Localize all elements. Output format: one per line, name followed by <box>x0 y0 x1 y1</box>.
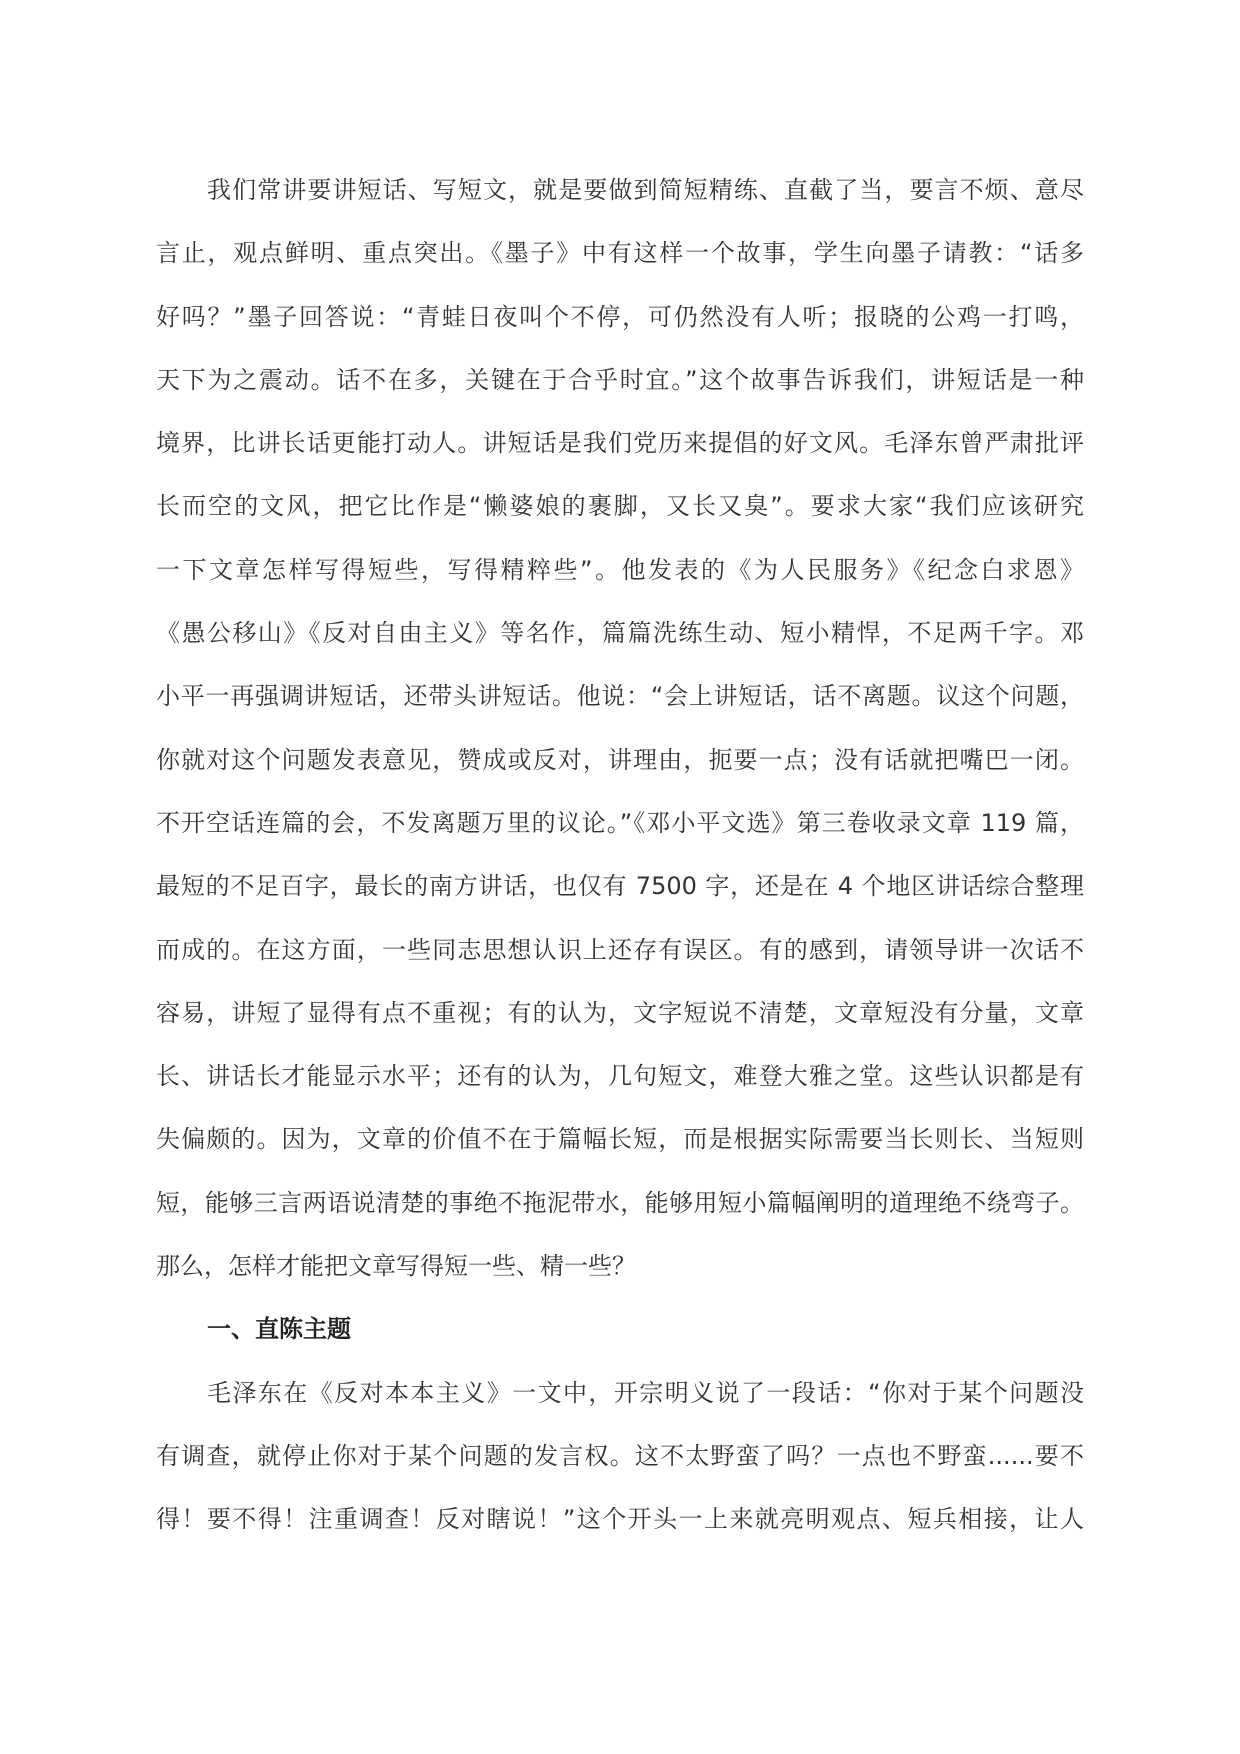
text-line: 最短的不足百字，最长的南方讲话，也仅有 7500 字，还是在 4 个地区讲话综合整理 <box>156 872 1084 901</box>
section-heading: 一、直陈主题 <box>207 1315 351 1344</box>
text-line: 有调查，就停止你对于某个问题的发言权。这不太野蛮了吗？一点也不野蛮......要不 <box>156 1441 1084 1470</box>
paragraph-2 <box>156 1362 1084 1552</box>
text-line: 《愚公移山》《反对自由主义》等名作，篇篇洗练生动、短小精悍，不足两千字。邓 <box>156 619 1084 648</box>
text-line: 毛泽东在《反对本本主义》一文中，开宗明义说了一段话：“你对于某个问题没 <box>207 1378 1084 1407</box>
text-line: 好吗？”墨子回答说：“青蛙日夜叫个不停，可仍然没有人听；报晓的公鸡一打鸣， <box>156 302 1084 331</box>
text-line: 容易，讲短了显得有点不重视；有的认为，文字短说不清楚，文章短没有分量，文章 <box>156 998 1084 1027</box>
text-line: 短，能够三言两语说清楚的事绝不拖泥带水，能够用短小篇幅阐明的道理绝不绕弯子。 <box>156 1188 1084 1217</box>
text-line: 长而空的文风，把它比作是“懒婆娘的裹脚，又长又臭”。要求大家“我们应该研究 <box>156 492 1084 521</box>
paragraph-1 <box>156 159 1084 1298</box>
text-line: 境界，比讲长话更能打动人。讲短话是我们党历来提倡的好文风。毛泽东曾严肃批评 <box>156 429 1084 458</box>
text-line: 我们常讲要讲短话、写短文，就是要做到简短精练、直截了当，要言不烦、意尽 <box>207 176 1084 204</box>
text-line: 长、讲话长才能显示水平；还有的认为，几句短文，难登大雅之堂。这些认识都是有 <box>156 1062 1084 1091</box>
text-line: 失偏颇的。因为，文章的价值不在于篇幅长短，而是根据实际需要当长则长、当短则 <box>156 1125 1084 1154</box>
text-line: 不开空话连篇的会，不发离题万里的议论。”《邓小平文选》第三卷收录文章 119 篇， <box>156 808 1084 837</box>
text-line: 天下为之震动。话不在多，关键在于合乎时宜。”这个故事告诉我们，讲短话是一种 <box>156 365 1084 394</box>
text-line: 言止，观点鲜明、重点突出。《墨子》中有这样一个故事，学生向墨子请教：“话多 <box>156 239 1084 268</box>
text-line: 而成的。在这方面，一些同志思想认识上还存有误区。有的感到，请领导讲一次话不 <box>156 935 1084 964</box>
text-line: 那么，怎样才能把文章写得短一些、精一些？ <box>156 1252 636 1281</box>
document-body <box>156 159 1084 1552</box>
text-line: 小平一再强调讲短话，还带头讲短话。他说：“会上讲短话，话不离题。议这个问题， <box>156 682 1084 711</box>
text-line: 得！要不得！注重调查！反对瞎说！”这个开头一上来就亮明观点、短兵相接，让人 <box>156 1505 1084 1534</box>
text-line: 一下文章怎样写得短些，写得精粹些”。他发表的《为人民服务》《纪念白求恩》 <box>156 555 1084 584</box>
text-line: 你就对这个问题发表意见，赞成或反对，讲理由，扼要一点；没有话就把嘴巴一闭。 <box>156 745 1084 774</box>
